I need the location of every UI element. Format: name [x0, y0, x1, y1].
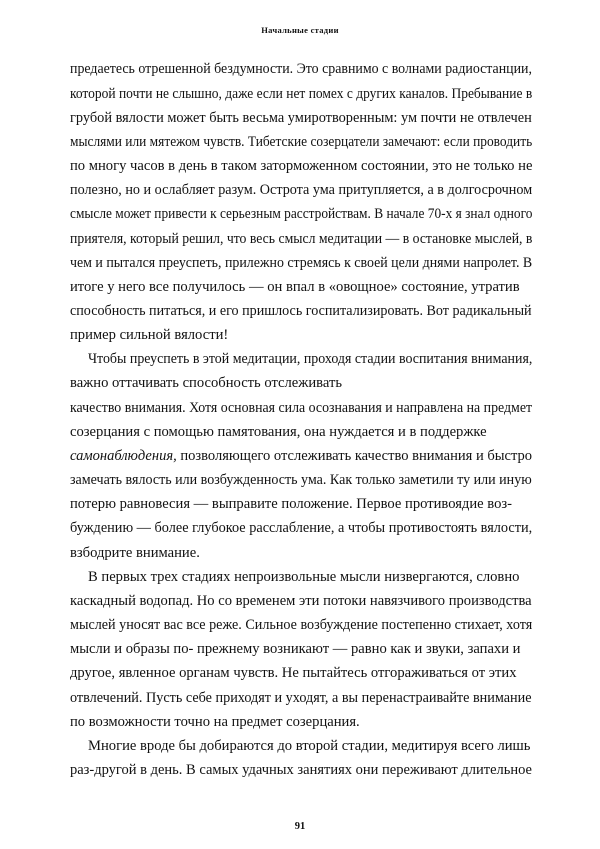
text-line: буждению — более глубокое расслабление, а чтобы противостоять вялости,	[70, 520, 533, 536]
text-line: которой почти не слышно, даже если нет помех с других каналов. Пребывание в	[70, 86, 533, 102]
text-line: взбодрите внимание.	[70, 545, 200, 561]
text-line: качество внимания. Хотя основная сила осознавания и направлена на предмет	[70, 400, 533, 416]
text-line: полезно, но и ослабляет разум. Острота ума притупляется, а в долгосрочном	[70, 182, 533, 198]
text-line: раз-другой в день. В самых удачных занятиях они переживают длительное	[70, 762, 533, 778]
text-line: грубой вялости может быть весьма умиротворенным: ум почти не отвлечен	[70, 110, 532, 126]
text-line: смысле может привести к серьезным расстройствам. В начале 70-х я знал одного	[70, 206, 533, 222]
text-line-rest: позволяющего отслеживать качество внимания и быстро	[176, 448, 533, 464]
text-line: В первых трех стадиях непроизвольные мысли низвергаются, словно	[88, 569, 520, 585]
text-line: важно оттачивать способность отслеживать	[70, 375, 342, 391]
text-line: способность питаться, и его пришлось госпитализировать. Вот радикальный	[70, 303, 532, 319]
text-line: Многие вроде бы добираются до второй стадии, медитируя всего лишь	[88, 738, 531, 754]
text-line: созерцания с помощью памятования, она нуждается и в поддержке	[70, 424, 487, 440]
text-line: другое, явленное органам чувств. Не пытайтесь отгораживаться от этих	[70, 665, 517, 681]
text-line: пример сильной вялости!	[70, 327, 229, 343]
text-line: чем и пытался преуспеть, прилежно стремясь к своей цели днями напролет. В	[70, 255, 533, 271]
text-line: мыслей уносят вас все реже. Сильное возбуждение постепенно стихает, хотя	[70, 617, 533, 633]
text-line: мысли и образы по- прежнему возникают — равно как и звуки, запахи и	[70, 641, 521, 657]
text-line: отвлечений. Пусть себе приходят и уходят, а вы перенастраивайте внимание	[70, 690, 532, 706]
text-line: Чтобы преуспеть в этой медитации, проходя стадии воспитания внимания,	[88, 351, 533, 367]
text-line: по возможности точно на предмет созерцания.	[70, 714, 360, 730]
page-number: 91	[294, 821, 306, 832]
text-line: приятеля, который решил, что весь смысл медитации — в остановке мыслей, в	[70, 231, 533, 247]
text-line	[70, 447, 532, 465]
text-line: предаетесь отрешенной бездумности. Это сравнимо с волнами радиостанции,	[70, 61, 532, 77]
text-line: по многу часов в день в таком заторможенном состоянии, это не только не	[70, 158, 533, 174]
italic-term: самонаблюдения,	[70, 448, 177, 464]
text-line: итоге у него все получилось — он впал в «овощное» состояние, утратив	[70, 279, 520, 295]
text-line: каскадный водопад. Но со временем эти потоки навязчивого производства	[70, 593, 532, 609]
text-line: замечать вялость или возбужденность ума. Как только заметили ту или иную	[70, 472, 532, 488]
text-line: потерю равновесия — выправите положение. Первое противоядие воз-	[70, 496, 513, 512]
text-line: мыслями или мятежом чувств. Тибетские созерцатели замечают: если проводить	[70, 134, 533, 150]
running-head: Начальные стадии	[261, 25, 339, 35]
